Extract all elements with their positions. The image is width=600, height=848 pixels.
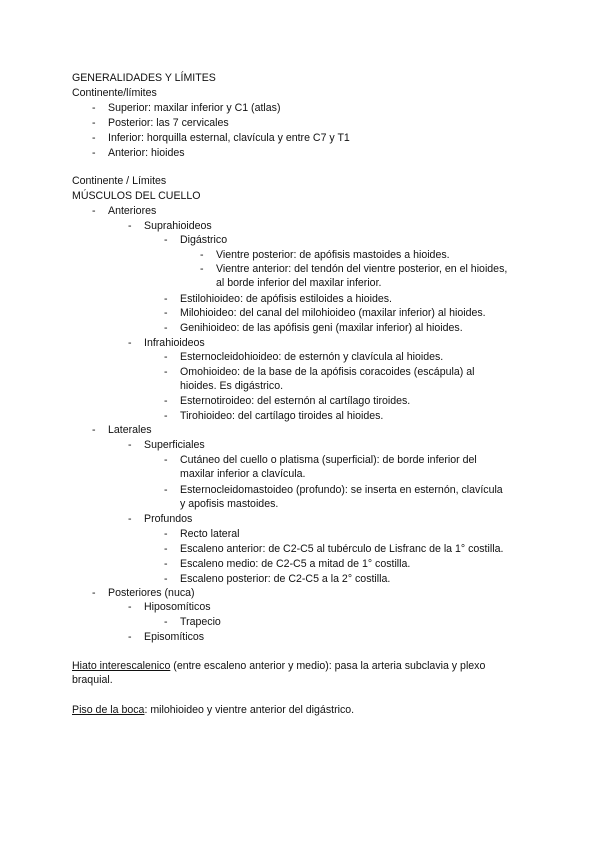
bullet-dash: - <box>164 573 168 585</box>
item-vientre-anterior: Vientre anterior: del tendón del vientre posterior, en el hioides, <box>216 263 508 275</box>
item-escaleno-posterior: Escaleno posterior: de C2-C5 a la 2° costilla. <box>180 573 391 585</box>
paragraph-piso-boca <box>72 703 354 718</box>
bullet-dash: - <box>128 439 132 451</box>
group-laterales: Laterales <box>108 424 152 436</box>
bullet-dash: - <box>92 587 96 599</box>
bullet-dash: - <box>128 601 132 613</box>
item-escaleno-medio: Escaleno medio: de C2-C5 a mitad de 1° costilla. <box>180 558 411 570</box>
item-esternocleidomastoideo: Esternocleidomastoideo (profundo): se inserta en esternón, clavícula <box>180 484 503 496</box>
limit-item: Posterior: las 7 cervicales <box>108 117 229 129</box>
bullet-dash: - <box>164 366 168 378</box>
item-genihioideo: Genihioideo: de las apófisis geni (maxilar inferior) al hioides. <box>180 322 463 334</box>
heading-generalidades: GENERALIDADES Y LÍMITES <box>72 72 216 84</box>
limit-item: Anterior: hioides <box>108 147 185 159</box>
bullet-dash: - <box>164 234 168 246</box>
bullet-dash: - <box>164 322 168 334</box>
item-estilohioideo: Estilohioideo: de apófisis estiloides a hioides. <box>180 293 393 305</box>
bullet-dash: - <box>164 616 168 628</box>
group-infrahioideos: Infrahioideos <box>144 337 205 349</box>
bullet-dash: - <box>164 558 168 570</box>
bullet-dash: - <box>128 513 132 525</box>
item-recto-lateral: Recto lateral <box>180 528 240 540</box>
item-tirohioideo: Tirohioideo: del cartílago tiroides al hioides. <box>180 410 384 422</box>
bullet-dash: - <box>92 205 96 217</box>
bullet-dash: - <box>164 454 168 466</box>
item-esternotiroideo: Esternotiroideo: del esternón al cartílago tiroides. <box>180 395 411 407</box>
subheading-continente-limites-2: Continente / Límites <box>72 175 167 187</box>
group-anteriores: Anteriores <box>108 205 157 217</box>
item-vientre-anterior-cont: al borde inferior del maxilar inferior. <box>216 277 382 289</box>
bullet-dash: - <box>164 484 168 496</box>
item-esternocleidomastoideo-cont: y apofisis mastoides. <box>180 498 279 510</box>
bullet-dash: - <box>164 528 168 540</box>
piso-text: : milohioideo y vientre anterior del digástrico. <box>144 704 355 716</box>
bullet-dash: - <box>92 424 96 436</box>
paragraph-hiato <box>72 659 485 674</box>
piso-title: Piso de la boca <box>72 704 145 716</box>
bullet-dash: - <box>92 102 96 114</box>
bullet-dash: - <box>92 147 96 159</box>
bullet-dash: - <box>128 220 132 232</box>
item-omohioideo: Omohioideo: de la base de la apófisis coracoides (escápula) al <box>180 366 475 378</box>
item-omohioideo-cont: hioides. Es digástrico. <box>180 380 284 392</box>
group-episomiticos: Episomíticos <box>144 631 205 643</box>
item-esternocleidohioideo: Esternocleidohioideo: de esternón y clavícula al hioides. <box>180 351 444 363</box>
heading-musculos: MÚSCULOS DEL CUELLO <box>72 190 201 202</box>
limit-item: Inferior: horquilla esternal, clavícula y entre C7 y T1 <box>108 132 350 144</box>
item-escaleno-anterior: Escaleno anterior: de C2-C5 al tubérculo de Lisfranc de la 1° costilla. <box>180 543 504 555</box>
bullet-dash: - <box>164 351 168 363</box>
group-superficiales: Superficiales <box>144 439 205 451</box>
bullet-dash: - <box>128 337 132 349</box>
bullet-dash: - <box>164 307 168 319</box>
item-milohioideo: Milohioideo: del canal del milohioideo (maxilar inferior) al hioides. <box>180 307 486 319</box>
hiato-title: Hiato interescalenico <box>72 660 171 672</box>
paragraph-hiato-cont: braquial. <box>72 674 113 686</box>
bullet-dash: - <box>164 410 168 422</box>
bullet-dash: - <box>164 293 168 305</box>
item-platisma: Cutáneo del cuello o platisma (superficial): de borde inferior del <box>180 454 477 466</box>
group-hiposomiticos: Hiposomíticos <box>144 601 211 613</box>
bullet-dash: - <box>164 543 168 555</box>
bullet-dash: - <box>92 132 96 144</box>
item-vientre-posterior: Vientre posterior: de apófisis mastoides a hioides. <box>216 249 450 261</box>
item-digastrico: Digástrico <box>180 234 228 246</box>
bullet-dash: - <box>200 263 204 275</box>
group-profundos: Profundos <box>144 513 193 525</box>
subheading-continente-limites: Continente/límites <box>72 87 157 99</box>
bullet-dash: - <box>128 631 132 643</box>
item-platisma-cont: maxilar inferior a clavícula. <box>180 468 306 480</box>
group-suprahioideos: Suprahioideos <box>144 220 212 232</box>
hiato-text: (entre escaleno anterior y medio): pasa la arteria subclavia y plexo <box>170 660 486 672</box>
bullet-dash: - <box>200 249 204 261</box>
bullet-dash: - <box>92 117 96 129</box>
limit-item: Superior: maxilar inferior y C1 (atlas) <box>108 102 281 114</box>
bullet-dash: - <box>164 395 168 407</box>
item-trapecio: Trapecio <box>180 616 221 628</box>
group-posteriores: Posteriores (nuca) <box>108 587 195 599</box>
